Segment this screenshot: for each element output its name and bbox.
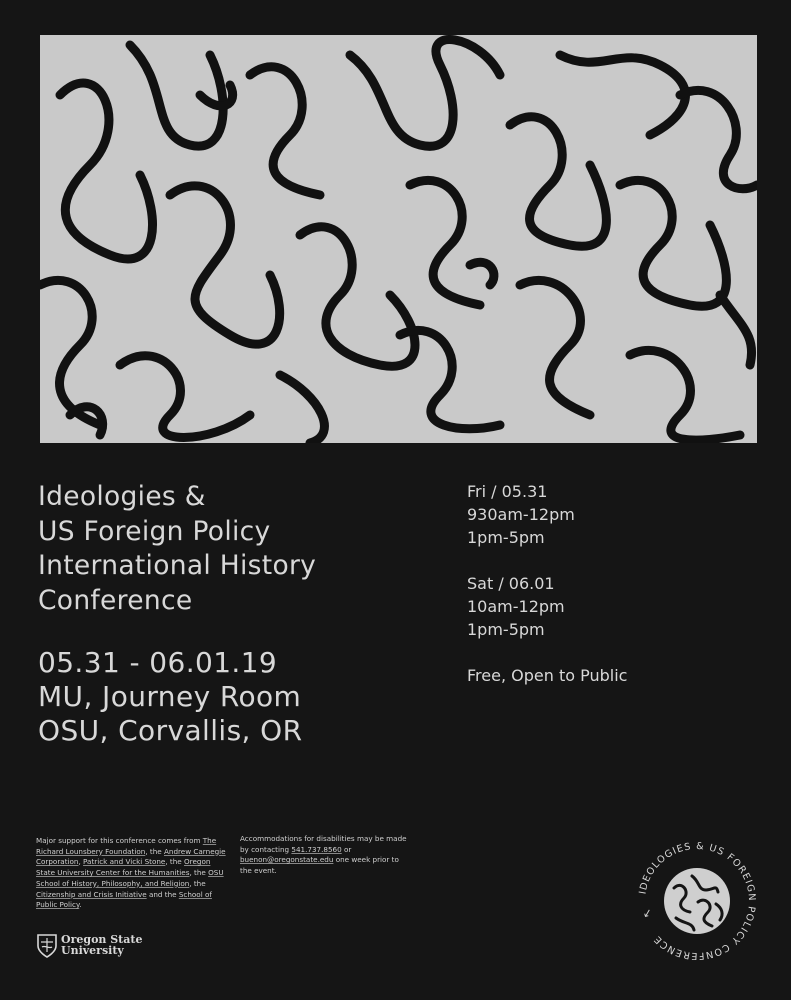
logo-line1: Oregon State	[61, 933, 143, 946]
day1-time: 1pm-5pm	[467, 528, 545, 547]
schedule	[467, 480, 627, 687]
sponsor-link: Oregon State University Center for the Humanities	[36, 857, 211, 878]
day2-time: 1pm-5pm	[467, 620, 545, 639]
email-address: buenon@oregonstate.edu	[240, 855, 334, 865]
phone-number: 541.737.8560	[291, 844, 342, 854]
osu-logo	[36, 932, 142, 958]
location: OSU, Corvallis, OR	[38, 714, 303, 747]
admission-note: Free, Open to Public	[467, 666, 628, 685]
date-range: 05.31 - 06.01.19	[38, 646, 278, 679]
event-details	[38, 646, 302, 748]
university-crest-icon	[36, 932, 58, 958]
day2-time: 10am-12pm	[467, 597, 565, 616]
sponsor-credits: Major support for this conference comes from The Richard Lounsbery Foundation, the Andrew Carnegie Corporation, Patrick and Vicki Stone, the Oregon State University Center for the Humanities, the OSU School of History, Philosophy, and Religion, the Citizenship and Crisis Initiative and the School of Public Policy.	[36, 836, 226, 910]
sponsor-link: Citizenship and Crisis Initiative	[36, 889, 147, 899]
sponsor-link: The Richard Lounsbery Foundation	[36, 836, 217, 856]
day2-label: Sat / 06.01	[467, 574, 555, 593]
arrow-icon: ←	[639, 906, 656, 921]
sponsor-link: OSU School of History, Philosophy, and Religion	[36, 868, 224, 888]
sponsor-link: Patrick and Vicki Stone	[83, 857, 166, 867]
accessibility-note: Accommodations for disabilities may be made by contacting 541.737.8560 or buenon@oregonstate.edu one week prior to the event.	[240, 834, 407, 876]
title-line: Conference	[38, 584, 193, 616]
circular-badge-icon	[632, 836, 762, 966]
badge-ring-text: IDEOLOGIES & US FOREIGN POLICY CONFERENCE	[637, 840, 758, 962]
maze-pattern-artwork	[40, 35, 757, 443]
day1-label: Fri / 05.31	[467, 482, 548, 501]
logo-line2: University	[61, 944, 124, 957]
title-line: US Foreign Policy	[38, 515, 271, 547]
sponsor-link: Andrew Carnegie Corporation	[36, 846, 226, 867]
conference-title	[38, 480, 316, 618]
venue: MU, Journey Room	[38, 680, 302, 713]
title-line: International History	[38, 550, 317, 581]
day1-time: 930am-12pm	[467, 505, 575, 524]
sponsor-link: School of Public Policy	[36, 889, 212, 910]
title-line: Ideologies &	[38, 481, 206, 512]
conference-badge	[632, 836, 762, 966]
brain-coral-pattern-icon	[40, 35, 757, 443]
